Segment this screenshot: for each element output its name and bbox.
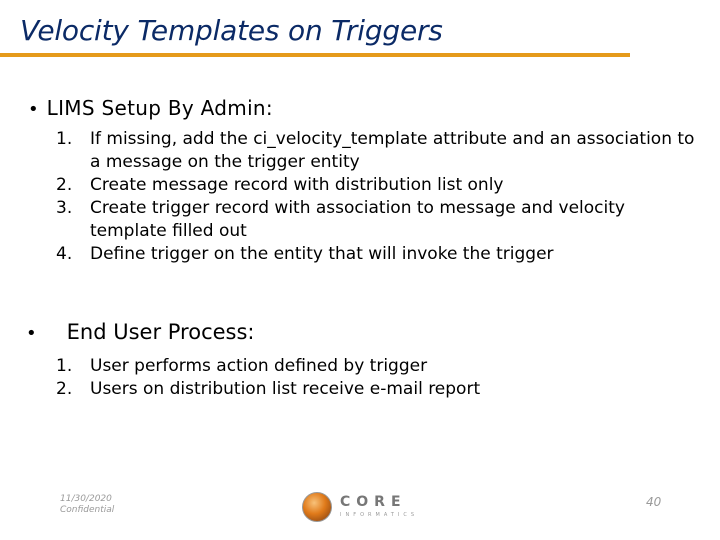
list-number: 1.	[56, 129, 73, 149]
list-text: User performs action defined by trigger	[90, 356, 428, 376]
logo-sphere-icon	[302, 492, 332, 522]
section-heading: LIMS Setup By Admin:	[46, 96, 273, 120]
section-heading: End User Process:	[66, 320, 255, 344]
footer-confidential: Confidential	[60, 505, 115, 515]
list-number: 3.	[56, 198, 73, 218]
setup-steps-list	[56, 128, 706, 266]
bullet-icon: •	[28, 99, 39, 120]
list-item	[56, 378, 706, 401]
list-item	[56, 174, 706, 197]
logo-word: CORE	[340, 494, 407, 510]
list-item	[56, 243, 706, 266]
list-item	[56, 197, 706, 243]
list-text: Users on distribution list receive e-mail report	[90, 379, 481, 399]
list-text: Define trigger on the entity that will invoke the trigger	[90, 244, 554, 264]
title-underline	[0, 53, 630, 57]
company-logo	[302, 492, 418, 522]
list-number: 2.	[56, 379, 73, 399]
page-number: 40	[646, 495, 662, 509]
list-number: 1.	[56, 356, 73, 376]
list-number: 2.	[56, 175, 73, 195]
section-setup-heading	[28, 96, 273, 120]
list-text: Create trigger record with association to message and velocity template filled out	[90, 198, 625, 241]
list-text: If missing, add the ci_velocity_template attribute and an association to a message on the trigger entity	[90, 129, 695, 172]
enduser-steps-list	[56, 355, 706, 401]
list-number: 4.	[56, 244, 73, 264]
logo-subtitle: INFORMATICS	[340, 512, 419, 518]
list-item	[56, 128, 706, 174]
bullet-icon: •	[26, 323, 37, 344]
footer-date: 11/30/2020	[60, 494, 112, 504]
list-item	[56, 355, 706, 378]
logo-text	[340, 495, 418, 519]
footer-date-block	[60, 494, 114, 516]
section-enduser-heading	[26, 320, 255, 344]
slide-title: Velocity Templates on Triggers	[20, 14, 443, 47]
list-text: Create message record with distribution list only	[90, 175, 504, 195]
